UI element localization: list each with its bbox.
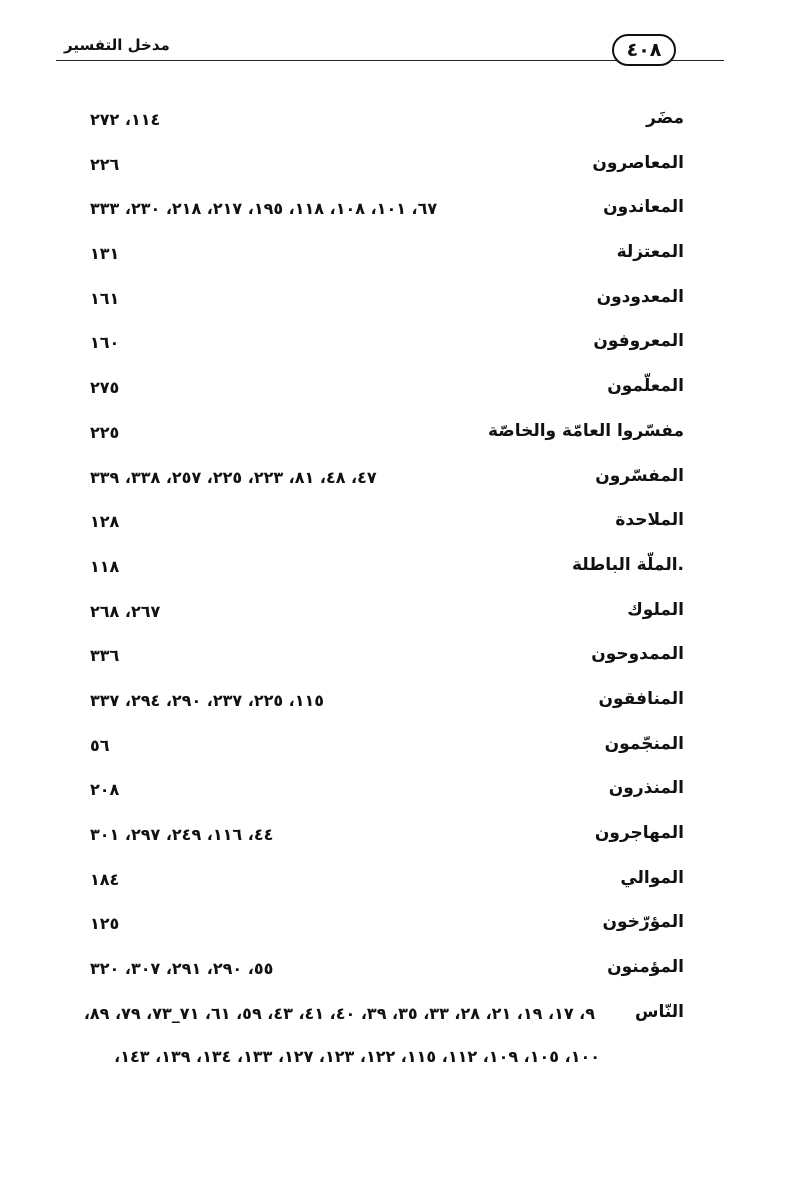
index-entry: [90, 823, 684, 868]
page-references: ٣٣٦: [90, 646, 120, 666]
index-term: المعدودون: [596, 286, 684, 307]
index-term: المنجّمون: [604, 733, 684, 754]
page-references: ١١٨: [90, 556, 120, 576]
index-entry: [90, 600, 684, 645]
index-term: المؤرّخون: [602, 912, 684, 933]
index-entry: [90, 689, 684, 734]
page-references: ١٨٤: [90, 869, 120, 889]
index-term: الموالي: [620, 867, 684, 888]
index-entry: [90, 376, 684, 421]
index-list: [83, 108, 684, 1046]
index-term: المنافقون: [598, 688, 684, 709]
index-entry: [90, 242, 684, 287]
page-references: ١١٥، ٢٢٥، ٢٣٧، ٢٩٠، ٢٩٤، ٣٣٧: [90, 690, 325, 710]
index-term: .الملّة الباطلة: [571, 554, 684, 575]
book-title: مدخل التفسير: [60, 36, 174, 54]
page-references: ١٢٨: [90, 512, 120, 532]
index-term: الملاحدة: [615, 510, 684, 531]
index-term: المؤمنون: [607, 957, 684, 978]
index-entry: [90, 734, 684, 779]
index-entry: [83, 1001, 684, 1047]
index-entry: [90, 778, 684, 823]
page-references: ٢٢٥: [90, 422, 120, 442]
index-term: مضَر: [646, 108, 684, 128]
page-references: ٥٦: [90, 735, 110, 755]
index-entry: [90, 287, 684, 332]
page-references: ١٦٠: [90, 333, 120, 353]
index-entry: [90, 957, 684, 1002]
index-entry: [90, 868, 684, 913]
page-references-continuation: ١٠٠، ١٠٥، ١٠٩، ١١٢، ١١٥، ١٢٢، ١٢٣، ١٢٧، ١٣٣، ١٣٤، ١٣٩، ١٤٣،: [114, 1047, 600, 1066]
index-entry: [90, 912, 684, 957]
index-entry: [90, 644, 684, 689]
index-term: المعلّمون: [607, 376, 684, 397]
page-references: ١٦١: [90, 288, 120, 308]
index-term: المعاصرون: [592, 152, 684, 173]
page-header: [56, 30, 724, 70]
page-references: ١١٤، ٢٧٢: [90, 110, 161, 129]
page-references: ٢٢٦: [90, 154, 120, 174]
page-references: ٦٧، ١٠١، ١٠٨، ١١٨، ١٩٥، ٢١٧، ٢١٨، ٢٣٠، ٣٣٣: [90, 199, 438, 219]
page-references: ٢٦٧، ٢٦٨: [90, 601, 161, 621]
index-term: المعتزلة: [616, 242, 684, 263]
index-entry: [90, 108, 684, 153]
index-term: المهاجرون: [594, 823, 684, 843]
index-term: المنذرون: [608, 778, 684, 799]
index-term: النّاس: [635, 1001, 684, 1022]
index-term: مفسّروا العامّة والخاصّة: [487, 420, 684, 441]
page-references: ٥٥، ٢٩٠، ٢٩١، ٣٠٧، ٣٢٠: [90, 959, 274, 979]
index-term: المفسّرون: [595, 465, 684, 486]
index-term: الممدوحون: [591, 644, 684, 665]
index-entry: [90, 331, 684, 376]
index-entry: [90, 153, 684, 198]
page-references: ١٢٥: [90, 914, 120, 934]
index-entry: [90, 466, 684, 511]
index-entry: [90, 197, 684, 242]
index-term: المعاندون: [603, 197, 684, 218]
index-entry: [90, 510, 684, 555]
index-term: الملوك: [627, 599, 684, 620]
page-references: ٤٤، ١١٦، ٢٤٩، ٢٩٧، ٣٠١: [90, 825, 274, 844]
page-references: ٩، ١٧، ١٩، ٢١، ٢٨، ٣٣، ٣٥، ٣٩، ٤٠، ٤١، ٤٣، ٥٩، ٦١، ٧١_٧٣، ٧٩، ٨٩،: [83, 1003, 595, 1023]
page-references: ٢٧٥: [90, 378, 120, 398]
index-entry: [90, 421, 684, 466]
page-references: ٤٧، ٤٨، ٨١، ٢٢٣، ٢٢٥، ٢٥٧، ٣٣٨، ٣٣٩: [90, 467, 377, 487]
page-references: ١٣١: [90, 244, 120, 264]
page-references: ٢٠٨: [90, 780, 120, 800]
page-number: ٤٠٨: [612, 34, 676, 66]
index-entry: [90, 555, 684, 600]
index-term: المعروفون: [593, 331, 684, 352]
